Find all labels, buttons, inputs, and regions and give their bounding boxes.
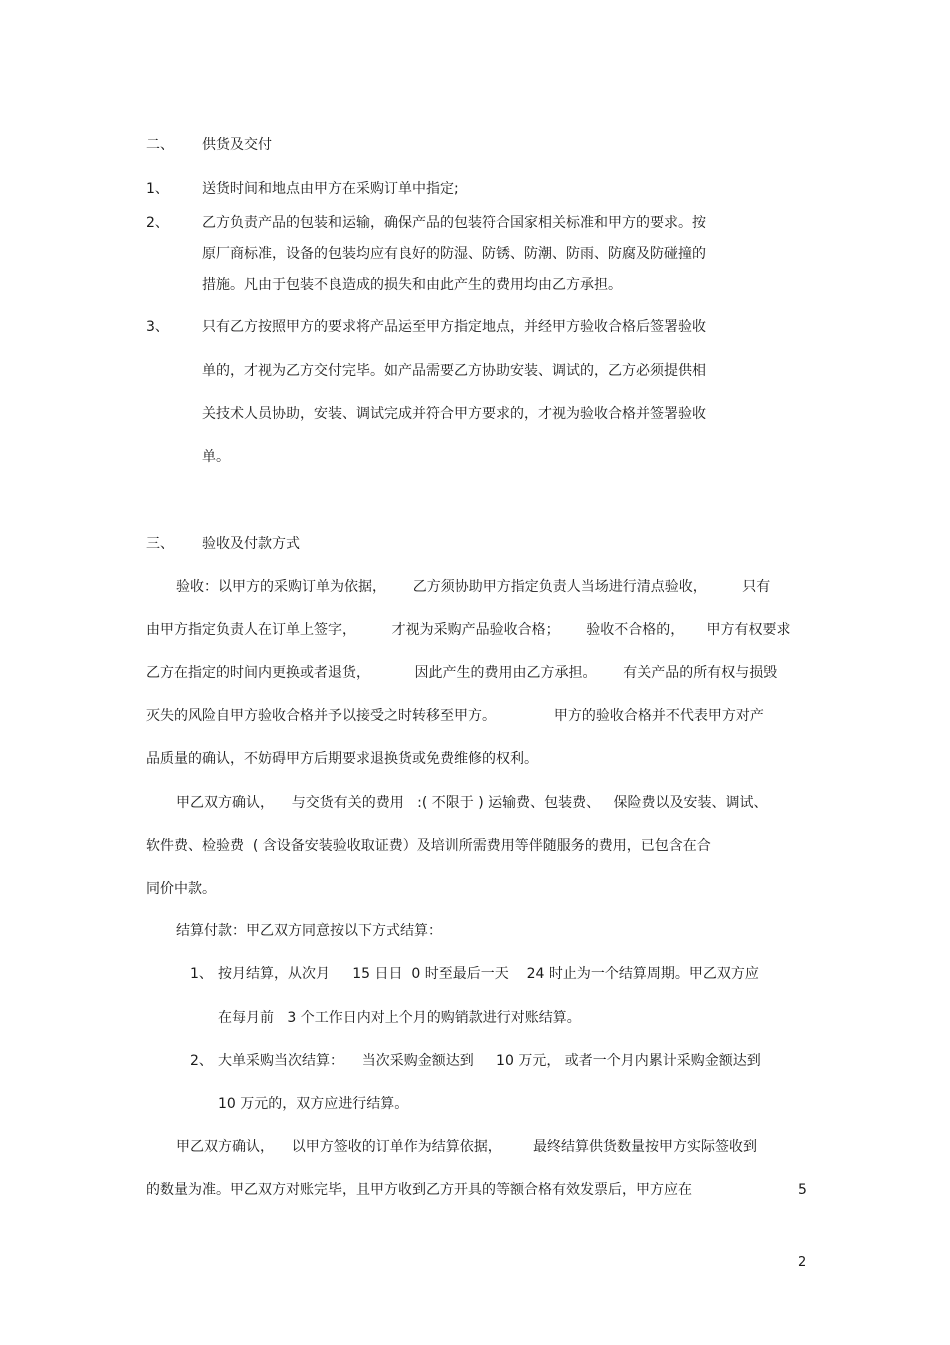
paragraph-line: 乙方在指定的时间内更换或者退货， 因此产生的费用由乙方承担。 有关产品的所有权与损毁 (146, 665, 778, 681)
list-item-line: 单的，才视为乙方交付完毕。如产品需要乙方协助安装、调试的，乙方必须提供相 (202, 363, 706, 379)
list-item-line: 单。 (202, 449, 230, 465)
section-3-title: 验收及付款方式 (202, 536, 300, 552)
list-item-line: 按月结算，从次月 15 日日 0 时至最后一天 24 时止为一个结算周期。甲乙双方应 (218, 966, 759, 982)
paragraph-line: 由甲方指定负责人在订单上签字， 才视为采购产品验收合格； 验收不合格的， 甲方有权要求 (146, 622, 791, 638)
list-item-line: 只有乙方按照甲方的要求将产品运至甲方指定地点，并经甲方验收合格后签署验收 (202, 319, 706, 335)
list-item-number: 2、 (190, 1053, 213, 1069)
section-3-number: 三、 (146, 536, 174, 552)
list-item-line: 送货时间和地点由甲方在采购订单中指定; (202, 181, 459, 197)
list-item-number: 1、 (146, 181, 169, 197)
list-item-line: 关技术人员协助，安装、调试完成并符合甲方要求的，才视为验收合格并签署验收 (202, 406, 706, 422)
paragraph-line: 甲乙双方确认， 以甲方签收的订单作为结算依据， 最终结算供货数量按甲方实际签收到 (176, 1139, 757, 1155)
page-number: 2 (798, 1255, 807, 1270)
list-item-line: 原厂商标准，设备的包装均应有良好的防湿、防锈、防潮、防雨、防腐及防碰撞的 (202, 246, 706, 262)
paragraph-line: 同价中款。 (146, 881, 216, 897)
list-item-line: 乙方负责产品的包装和运输，确保产品的包装符合国家相关标准和甲方的要求。按 (202, 215, 706, 231)
list-item-line: 大单采购当次结算： 当次采购金额达到 10 万元， 或者一个月内累计采购金额达到 (218, 1053, 761, 1069)
list-item-line: 在每月前 3 个工作日内对上个月的购销款进行对账结算。 (218, 1010, 581, 1026)
paragraph-line: 品质量的确认，不妨碍甲方后期要求退换货或免费维修的权利。 (146, 751, 538, 767)
paragraph-line: 软件费、检验费 ( 含设备安装验收取证费）及培训所需费用等伴随服务的费用，已包含在合 (146, 838, 711, 854)
section-2-number: 二、 (146, 137, 174, 153)
section-2-title: 供货及交付 (202, 137, 272, 153)
list-item-line: 10 万元的，双方应进行结算。 (218, 1096, 409, 1112)
paragraph-line: 灭失的风险自甲方验收合格并予以接受之时转移至甲方。 甲方的验收合格并不代表甲方对产 (146, 708, 764, 724)
list-item-line: 措施。凡由于包装不良造成的损失和由此产生的费用均由乙方承担。 (202, 277, 622, 293)
list-item-number: 1、 (190, 966, 213, 982)
paragraph-line: 甲乙双方确认， 与交货有关的费用 :( 不限于 ) 运输费、包装费、 保险费以及安装、调试、 (176, 795, 768, 811)
settlement-intro: 结算付款：甲乙双方同意按以下方式结算： (176, 923, 442, 939)
paragraph-line: 的数量为准。甲乙双方对账完毕，且甲方收到乙方开具的等额合格有效发票后，甲方应在 (146, 1182, 692, 1198)
list-item-number: 2、 (146, 215, 169, 231)
paragraph-line-tail: 5 (798, 1182, 807, 1198)
list-item-number: 3、 (146, 319, 169, 335)
paragraph-line: 验收：以甲方的采购订单为依据， 乙方须协助甲方指定负责人当场进行清点验收， 只有 (176, 579, 771, 595)
